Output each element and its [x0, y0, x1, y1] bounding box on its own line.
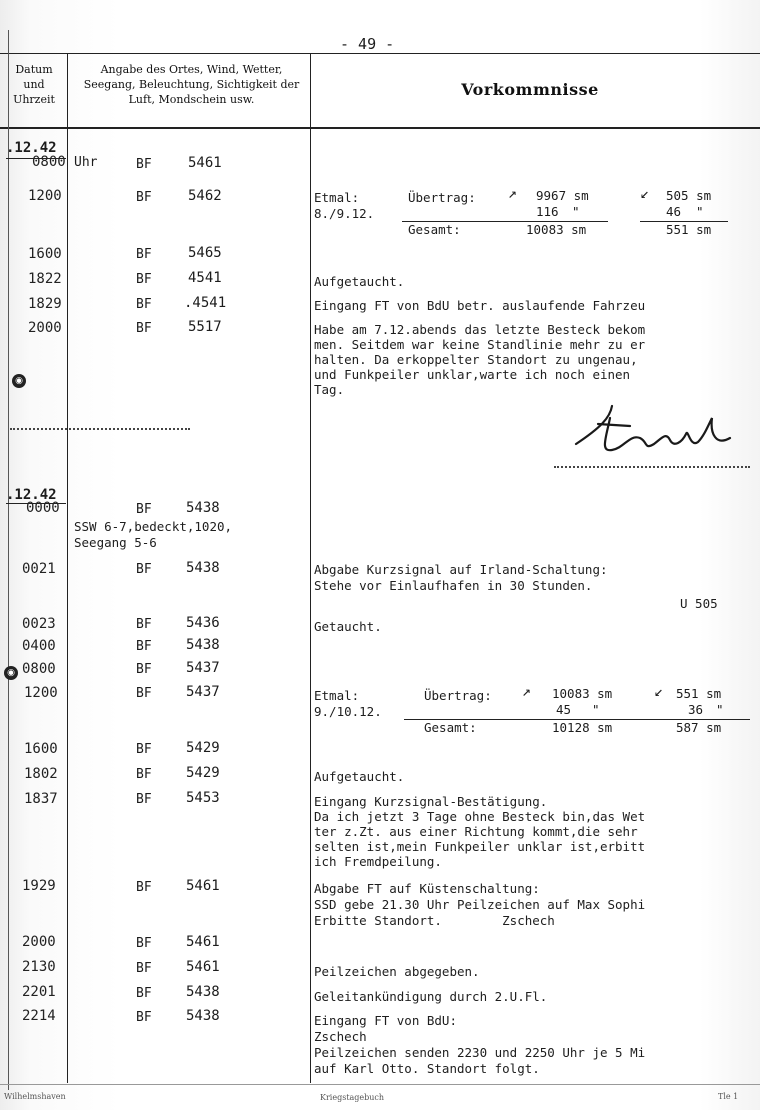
- grid-square: 5461: [188, 155, 222, 171]
- uebertrag-label: Übertrag:: [408, 190, 476, 205]
- time-2000: 2000: [22, 934, 56, 950]
- grid-square: 5465: [188, 245, 222, 261]
- entry-1837-line-5: ich Fremdpeilung.: [314, 854, 442, 869]
- grid-label: BF: [136, 247, 152, 262]
- distance-surface-day: 116: [536, 204, 559, 219]
- margin-rule: [8, 30, 9, 1090]
- entry-1837-line-4: selten ist,mein Funkpeiler unklar ist,erbitt: [314, 839, 646, 854]
- ditto-mark: ": [572, 204, 580, 219]
- time-0000: 0000: [26, 500, 60, 516]
- distance-submerged-total: 551 sm: [666, 222, 712, 237]
- weather-line-2: Seegang 5-6: [74, 535, 157, 550]
- time-1829: 1829: [28, 296, 62, 312]
- time-0800: 0800: [22, 661, 56, 677]
- grid-square: 5438: [186, 984, 220, 1000]
- entry-2000-line-2: men. Seitdem war keine Standlinie mehr zu er: [314, 337, 646, 352]
- ditto-mark: ": [592, 702, 600, 717]
- entry-1837-line-3: ter z.Zt. aus einer Richtung kommt,die sehr: [314, 824, 638, 839]
- header-angabe: Angabe des Ortes, Wind, Wetter, Seegang, Beleuchtung, Sichtigkeit der Luft, Mondschein usw.: [83, 63, 300, 106]
- punch-hole-icon: ◉: [12, 374, 26, 388]
- entry-2214-line-4: auf Karl Otto. Standort folgt.: [314, 1061, 540, 1076]
- time-2130: 2130: [22, 959, 56, 975]
- grid-label: BF: [136, 767, 152, 782]
- time-1837: 1837: [24, 791, 58, 807]
- footer-rule: [0, 1084, 760, 1085]
- grid-square: 5461: [186, 959, 220, 975]
- grid-square: 5461: [186, 878, 220, 894]
- signature-dotted-line: [554, 466, 750, 468]
- etmal-date: 9./10.12.: [314, 704, 382, 719]
- entry-1837-line-2: Da ich jetzt 3 Tage ohne Besteck bin,das Wet: [314, 809, 646, 824]
- ditto-mark: ": [716, 702, 724, 717]
- footer-left: Wilhelmshaven: [4, 1092, 66, 1101]
- distance-surface-total: 10128 sm: [552, 720, 613, 735]
- grid-label: BF: [136, 190, 152, 205]
- grid-square: 5462: [188, 188, 222, 204]
- grid-label: BF: [136, 662, 152, 677]
- time-0023: 0023: [22, 616, 56, 632]
- entry-2000-line-1: Habe am 7.12.abends das letzte Besteck bekom: [314, 322, 646, 337]
- distance-surface-total: 10083 sm: [526, 222, 587, 237]
- grid-square: 5438: [186, 1008, 220, 1024]
- column-rule-2: [310, 53, 311, 1083]
- column-rule-1: [67, 53, 68, 1083]
- grid-label: BF: [136, 617, 152, 632]
- time-unit: Uhr: [74, 155, 98, 170]
- grid-square: 5429: [186, 765, 220, 781]
- entry-2201: Geleitankündigung durch 2.U.Fl.: [314, 989, 548, 1004]
- time-0800: 0800: [32, 154, 66, 170]
- distance-submerged-day: 46: [666, 204, 682, 219]
- grid-square: 4541: [188, 270, 222, 286]
- grid-square: 5438: [186, 637, 220, 653]
- entry-2000-line-5: Tag.: [314, 382, 345, 397]
- time-1822: 1822: [28, 271, 62, 287]
- time-0021: 0021: [22, 561, 56, 577]
- entry-1822: Aufgetaucht.: [314, 274, 405, 289]
- entry-1929-line-3: Erbitte Standort. Zschech: [314, 913, 555, 928]
- entry-0021-line-2: Stehe vor Einlaufhafen in 30 Stunden.: [314, 578, 593, 593]
- entry-0023: Getaucht.: [314, 619, 382, 634]
- grid-label: BF: [136, 502, 152, 517]
- distance-submerged-carry: 551 sm: [676, 686, 722, 701]
- entry-2214-line-2: Zschech: [314, 1029, 367, 1044]
- date-2: .12.42: [6, 487, 57, 503]
- distance-surface-day: 45: [556, 702, 572, 717]
- grid-label: BF: [136, 562, 152, 577]
- etmal-date: 8./9.12.: [314, 206, 375, 221]
- grid-label: BF: [136, 986, 152, 1001]
- entry-2000-line-4: und Funkpeiler unklar,warte ich noch einen: [314, 367, 631, 382]
- distance-surface-carry: 10083 sm: [552, 686, 613, 701]
- punch-hole-icon: ◉: [4, 666, 18, 680]
- entry-2214-line-3: Peilzeichen senden 2230 und 2250 Uhr je 5 Mi: [314, 1045, 646, 1060]
- header-rule: [0, 127, 760, 129]
- grid-label: BF: [136, 157, 152, 172]
- commander-signature: [570, 398, 740, 460]
- entry-2130: Peilzeichen abgegeben.: [314, 964, 480, 979]
- grid-square: 5429: [186, 740, 220, 756]
- arrow-up-right-icon: ↗: [522, 682, 532, 700]
- arrow-down-left-icon: ↙: [654, 682, 664, 700]
- distance-submerged-day: 36: [688, 702, 704, 717]
- time-1200: 1200: [24, 685, 58, 701]
- arrow-down-left-icon: ↙: [640, 184, 650, 202]
- grid-square: 5453: [186, 790, 220, 806]
- gesamt-label: Gesamt:: [424, 720, 477, 735]
- weather-line-1: SSW 6-7,bedeckt,1020,: [74, 519, 233, 534]
- time-1802: 1802: [24, 766, 58, 782]
- distance-submerged-carry: 505 sm: [666, 188, 712, 203]
- header-datum: Datum und Uhrzeit: [13, 63, 55, 106]
- grid-square: 5461: [186, 934, 220, 950]
- date-1: .12.42: [6, 140, 57, 156]
- grid-label: BF: [136, 936, 152, 951]
- entry-1802: Aufgetaucht.: [314, 769, 405, 784]
- time-0400: 0400: [22, 638, 56, 654]
- entry-2214-line-1: Eingang FT von BdU:: [314, 1013, 457, 1028]
- uebertrag-label: Übertrag:: [424, 688, 492, 703]
- grid-label: BF: [136, 321, 152, 336]
- grid-label: BF: [136, 880, 152, 895]
- grid-label: BF: [136, 1010, 152, 1025]
- grid-label: BF: [136, 742, 152, 757]
- grid-square: 5438: [186, 560, 220, 576]
- entry-1829: Eingang FT von BdU betr. auslaufende Fahrzeu: [314, 298, 646, 313]
- grid-square: .4541: [184, 295, 227, 311]
- entry-1929-line-1: Abgabe FT auf Küstenschaltung:: [314, 881, 540, 896]
- footer-center: Kriegstagebuch: [320, 1093, 385, 1102]
- time-1600: 1600: [24, 741, 58, 757]
- distance-surface-carry: 9967 sm: [536, 188, 589, 203]
- page-number: - 49 -: [340, 35, 395, 53]
- entry-1929-line-2: SSD gebe 21.30 Uhr Peilzeichen auf Max Sophi: [314, 897, 646, 912]
- top-rule: [0, 53, 760, 54]
- grid-square: 5438: [186, 500, 220, 516]
- grid-label: BF: [136, 792, 152, 807]
- grid-label: BF: [136, 639, 152, 654]
- grid-label: BF: [136, 297, 152, 312]
- grid-square: 5436: [186, 615, 220, 631]
- ditto-mark: ": [696, 204, 704, 219]
- grid-square: 5437: [186, 684, 220, 700]
- distance-submerged-total: 587 sm: [676, 720, 722, 735]
- time-1929: 1929: [22, 878, 56, 894]
- etmal-label: Etmal:: [314, 190, 360, 205]
- time-2000: 2000: [28, 320, 62, 336]
- grid-label: BF: [136, 961, 152, 976]
- grid-label: BF: [136, 272, 152, 287]
- grid-square: 5517: [188, 319, 222, 335]
- etmal-label: Etmal:: [314, 688, 360, 703]
- time-2201: 2201: [22, 984, 56, 1000]
- grid-label: BF: [136, 686, 152, 701]
- arrow-up-right-icon: ↗: [508, 184, 518, 202]
- grid-square: 5437: [186, 660, 220, 676]
- time-2214: 2214: [22, 1008, 56, 1024]
- time-1600: 1600: [28, 246, 62, 262]
- boat-designation: U 505: [680, 596, 718, 611]
- gesamt-label: Gesamt:: [408, 222, 461, 237]
- header-vorkommnisse: Vorkommnisse: [461, 80, 599, 99]
- entry-2000-line-3: halten. Da erkoppelter Standort zu ungenau,: [314, 352, 638, 367]
- dotted-separator: [10, 428, 190, 430]
- entry-1837-line-1: Eingang Kurzsignal-Bestätigung.: [314, 794, 548, 809]
- time-1200: 1200: [28, 188, 62, 204]
- footer-right: Tle 1: [718, 1092, 739, 1101]
- entry-0021-line-1: Abgabe Kurzsignal auf Irland-Schaltung:: [314, 562, 608, 577]
